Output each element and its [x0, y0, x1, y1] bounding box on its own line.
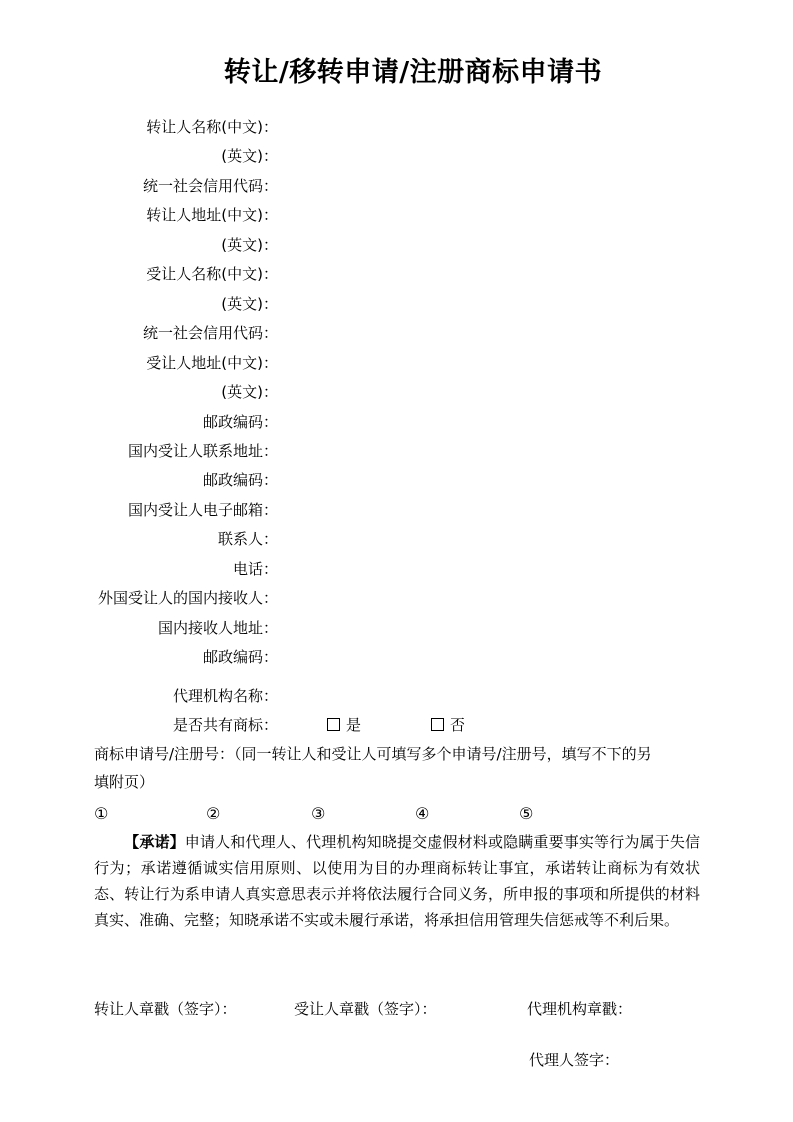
- field-label: 转让人名称(中文)：: [146, 118, 278, 136]
- field-label: (英文)：: [221, 295, 278, 313]
- shared-no-option[interactable]: [431, 715, 465, 735]
- field-label: 受让人名称(中文)：: [146, 265, 278, 283]
- field-label: 统一社会信用代码：: [142, 177, 278, 195]
- document-title: 转让/移转申请/注册商标申请书: [223, 57, 603, 88]
- field-label: 国内接收人地址：: [157, 619, 278, 637]
- field-label: 国内受让人联系地址：: [127, 442, 278, 460]
- trademark-number-line1: 商标申请号/注册号：（同一转让人和受让人可填写多个申请号/注册号，填写不下的另: [94, 745, 652, 763]
- yes-label: 是: [346, 716, 362, 734]
- field-label: (英文)：: [221, 147, 278, 165]
- yes-checkbox[interactable]: [327, 718, 340, 731]
- field-label: 外国受让人的国内接收人：: [97, 589, 278, 607]
- number-4: ④: [415, 804, 430, 823]
- agency-name-label: 代理机构名称：: [172, 687, 278, 705]
- field-label: 电话：: [232, 560, 278, 578]
- field-label: 统一社会信用代码：: [142, 324, 278, 342]
- field-label: 邮政编码：: [202, 471, 278, 489]
- number-5: ⑤: [519, 804, 534, 823]
- field-label: 邮政编码：: [202, 413, 278, 431]
- number-3: ③: [311, 804, 326, 823]
- agency-stamp: 代理机构章戳：: [527, 1000, 633, 1018]
- agent-signature: 代理人签字：: [529, 1051, 620, 1069]
- field-label: 联系人：: [217, 530, 278, 548]
- no-label: 否: [450, 716, 466, 734]
- shared-trademark-label: 是否共有商标：: [172, 716, 278, 734]
- promise-paragraph: [94, 829, 700, 933]
- field-label: (英文)：: [221, 236, 278, 254]
- no-checkbox[interactable]: [431, 718, 444, 731]
- field-label: 国内受让人电子邮箱：: [127, 501, 278, 519]
- number-1: ①: [94, 804, 109, 823]
- trademark-number-line2: 填附页）: [94, 773, 155, 791]
- shared-yes-option[interactable]: [327, 715, 361, 735]
- transferee-signature: 受让人章戳（签字）：: [294, 1000, 437, 1018]
- field-label: 转让人地址(中文)：: [146, 206, 278, 224]
- transferor-signature: 转让人章戳（签字）：: [94, 1000, 237, 1018]
- field-label: 受让人地址(中文)：: [146, 354, 278, 372]
- field-label: 邮政编码：: [202, 648, 278, 666]
- field-label: (英文)：: [221, 383, 278, 401]
- number-2: ②: [206, 804, 221, 823]
- promise-text: 申请人和代理人、代理机构知晓提交虚假材料或隐瞒重要事实等行为属于失信行为；承诺遵循诚实信用原则、以使用为目的办理商标转让事宜，承诺转让商标为有效状态、转让行为系申请人真实意思表示并将依法履行合同义务，所申报的事项和所提供的材料真实、准确、完整；知晓承诺不实或未履行承诺，将承担信用管理失信惩戒等不利后果。: [94, 833, 700, 929]
- promise-heading: 【承诺】: [124, 833, 185, 851]
